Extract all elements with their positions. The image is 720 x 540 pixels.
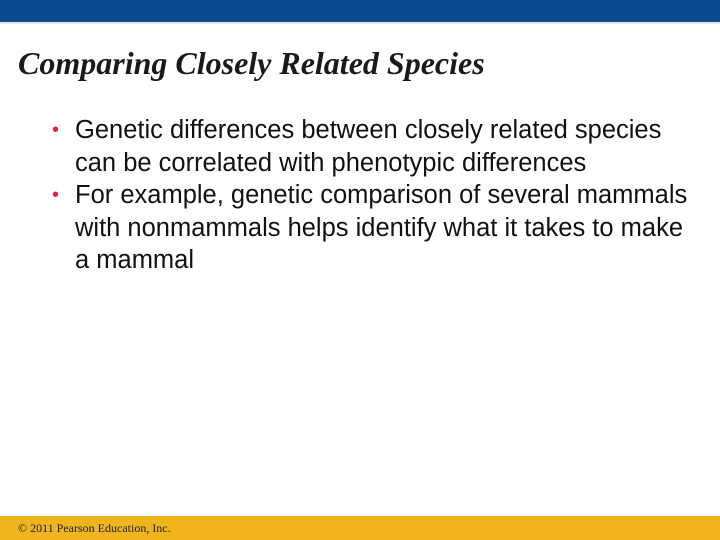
bullet-item — [52, 114, 702, 179]
bullet-item — [52, 179, 702, 277]
bullet-marker-icon: • — [52, 184, 60, 206]
bullet-marker-icon: • — [52, 119, 60, 141]
bullet-text: Genetic differences between closely related species can be correlated with phenotypic differences — [75, 116, 662, 177]
copyright-notice: © 2011 Pearson Education, Inc. — [18, 521, 171, 535]
slide-title: Comparing Closely Related Species — [18, 45, 485, 81]
footer-bar — [0, 516, 720, 540]
banner-divider — [0, 22, 720, 24]
bullet-text: For example, genetic comparison of several mammals with nonmammals helps identify what it takes to make a mammal — [75, 181, 688, 274]
top-banner — [0, 0, 720, 22]
bullet-list — [52, 114, 702, 277]
